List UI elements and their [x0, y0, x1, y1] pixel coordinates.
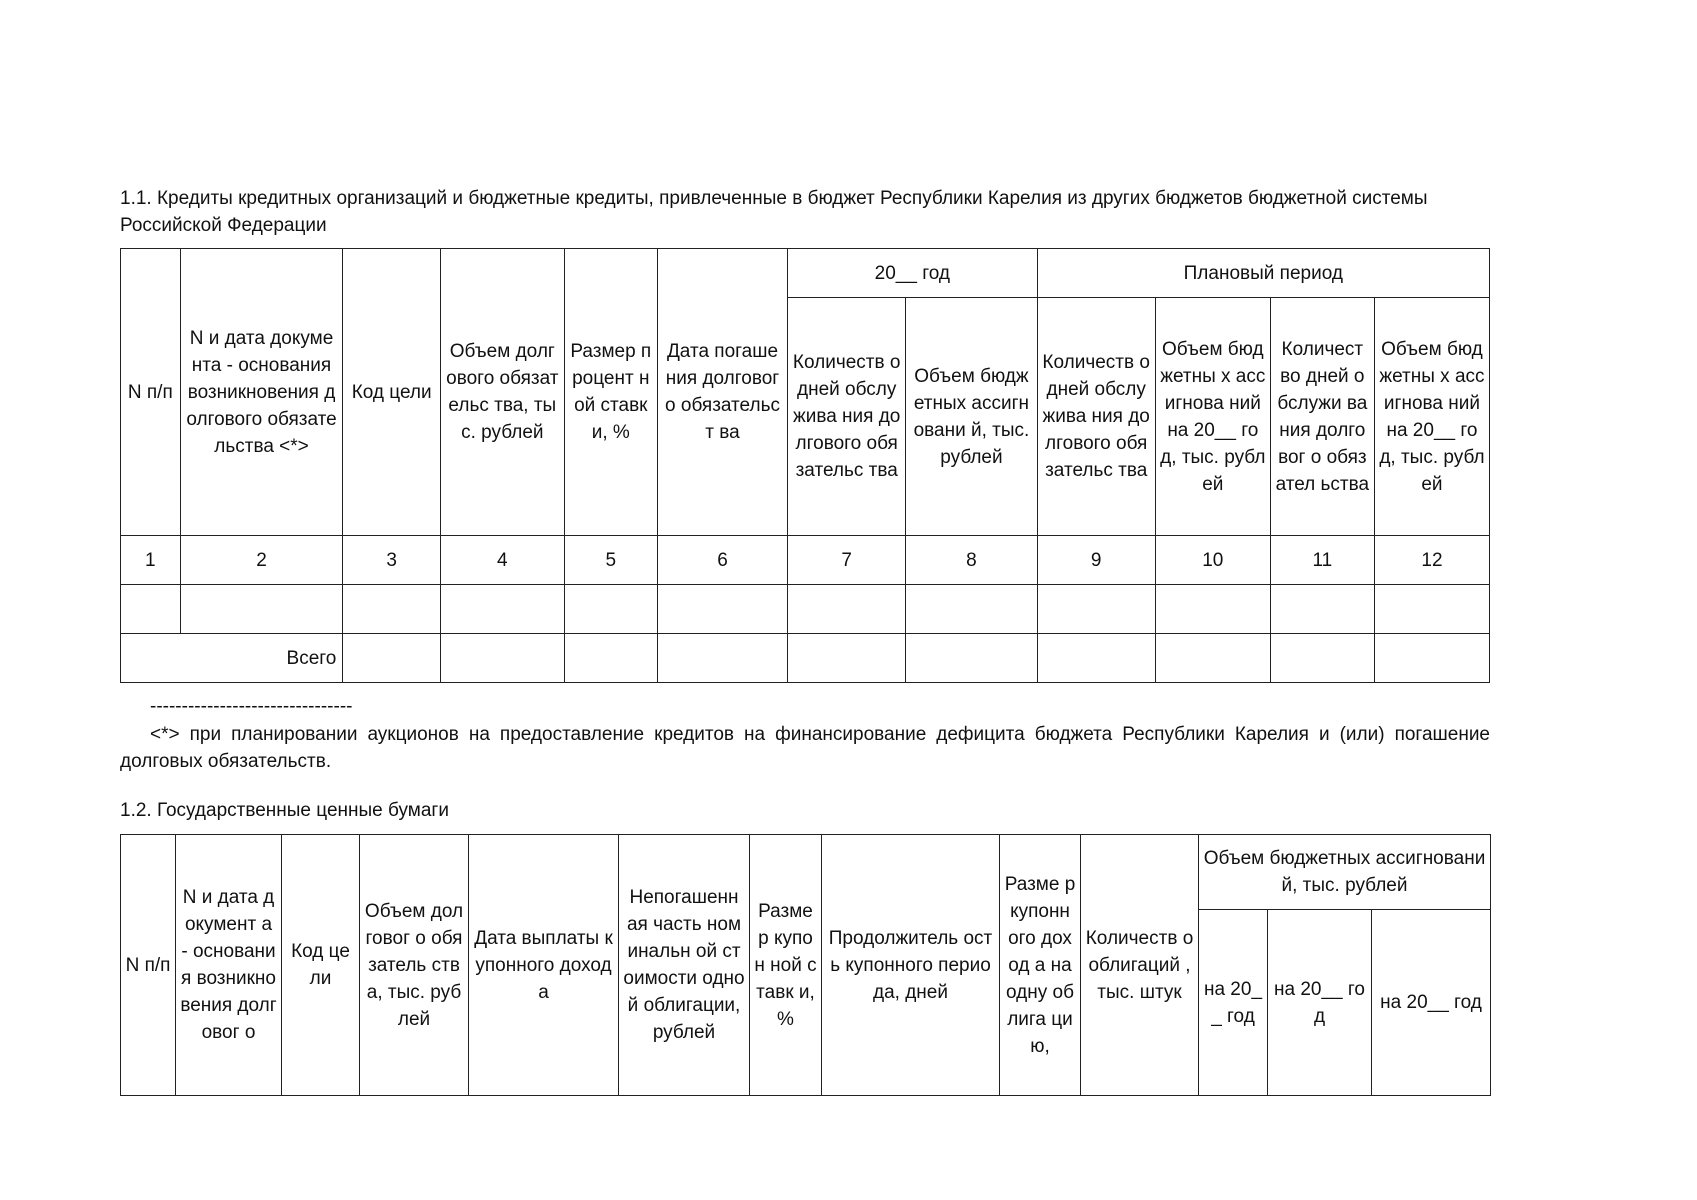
- table-cell: [1155, 585, 1270, 634]
- securities-table: [120, 834, 1491, 1096]
- table-header-row: [121, 835, 1491, 910]
- table-cell: [343, 585, 441, 634]
- header-code: Код цели: [282, 835, 360, 1096]
- header-doc: N и дата документа - основания возникновения долгового обязательства <*>: [180, 249, 343, 536]
- table-cell: [788, 634, 906, 683]
- column-number: 4: [440, 536, 564, 585]
- column-number: 2: [180, 536, 343, 585]
- total-label: Всего: [121, 634, 343, 683]
- column-number: 7: [788, 536, 906, 585]
- table-cell: [121, 585, 181, 634]
- table-cell: [906, 634, 1037, 683]
- column-number: 1: [121, 536, 181, 585]
- table-cell: [1037, 634, 1155, 683]
- table-cell: [440, 634, 564, 683]
- header-coupon-income: Разме р купонн ого доход а на одну облига цию,: [1000, 835, 1081, 1096]
- header-duration: Продолжитель ость купонного периода, дней: [822, 835, 1000, 1096]
- header-year-2: на 20__ год: [1268, 910, 1372, 1096]
- header-alloc-1: Объем бюджетных ассигновани й, тыс. рублей: [906, 298, 1037, 536]
- header-count: Количеств о облигаций , тыс. штук: [1081, 835, 1199, 1096]
- section-1-title: 1.1. Кредиты кредитных организаций и бюджетные кредиты, привлеченные в бюджет Республики Карелия из других бюджетов бюджетной системы Российской Федерации: [120, 188, 1428, 236]
- header-alloc-3: Объем бюджетны х ассигнова ний на 20__ год, тыс. рублей: [1374, 298, 1489, 536]
- column-number: 6: [657, 536, 787, 585]
- total-row: [121, 634, 1490, 683]
- header-doc: N и дата документ а - основани я возникно вения долговог о: [176, 835, 282, 1096]
- header-group-plan: Плановый период: [1037, 249, 1489, 298]
- table-cell: [1155, 634, 1270, 683]
- column-number-row: [121, 536, 1490, 585]
- table-row: [121, 585, 1490, 634]
- header-days-1: Количеств о дней обслужива ния долгового обязательс тва: [788, 298, 906, 536]
- header-volume: Объем долговог о обязатель ства, тыс. рублей: [360, 835, 469, 1096]
- header-n: N п/п: [121, 835, 176, 1096]
- credits-table: [120, 248, 1490, 683]
- column-number: 5: [564, 536, 657, 585]
- column-number: 12: [1374, 536, 1489, 585]
- header-group-year: 20__ год: [788, 249, 1038, 298]
- table-cell: [180, 585, 343, 634]
- table-cell: [1374, 634, 1489, 683]
- section-2-title: 1.2. Государственные ценные бумаги: [120, 800, 449, 821]
- header-n: N п/п: [121, 249, 181, 536]
- header-code: Код цели: [343, 249, 441, 536]
- table-cell: [657, 585, 787, 634]
- table-cell: [1037, 585, 1155, 634]
- header-rate: Размер процент ной ставки, %: [564, 249, 657, 536]
- header-days-2: Количеств о дней обслужива ния долгового обязательс тва: [1037, 298, 1155, 536]
- header-date: Дата погашения долгового обязательст ва: [657, 249, 787, 536]
- header-nominal: Непогашенн ая часть номинальн ой стоимости одной облигации, рублей: [619, 835, 750, 1096]
- table-cell: [657, 634, 787, 683]
- column-number: 8: [906, 536, 1037, 585]
- table-cell: [906, 585, 1037, 634]
- header-year-1: на 20__ год: [1199, 910, 1268, 1096]
- table-cell: [1270, 634, 1374, 683]
- table-cell: [564, 585, 657, 634]
- page-bottom-margin: [0, 1100, 1697, 1200]
- table-cell: [1270, 585, 1374, 634]
- column-number: 3: [343, 536, 441, 585]
- table-cell: [564, 634, 657, 683]
- table-cell: [343, 634, 441, 683]
- header-year-3: на 20__ год: [1372, 910, 1491, 1096]
- header-days-3: Количест во дней обслужи вания долговог о обязател ьства: [1270, 298, 1374, 536]
- header-alloc-2: Объем бюджетны х ассигнова ний на 20__ год, тыс. рублей: [1155, 298, 1270, 536]
- table-cell: [440, 585, 564, 634]
- table-header-row: [121, 249, 1490, 298]
- header-volume: Объем долгового обязательс тва, тыс. рублей: [440, 249, 564, 536]
- header-group-alloc: Объем бюджетных ассигнований, тыс. рублей: [1199, 835, 1491, 910]
- footnote-separator: --------------------------------: [150, 696, 353, 717]
- column-number: 9: [1037, 536, 1155, 585]
- column-number: 10: [1155, 536, 1270, 585]
- table-cell: [788, 585, 906, 634]
- document-page: [120, 185, 1490, 1096]
- footnote-text: <*> при планировании аукционов на предоставление кредитов на финансирование дефицита бюджета Республики Карелия и (или) погашение долговых обязательств.: [120, 724, 1490, 772]
- table-cell: [1374, 585, 1489, 634]
- header-coupon-rate: Разме р купон ной ставк и, %: [750, 835, 822, 1096]
- header-coupon-date: Дата выплаты купонного дохода: [469, 835, 619, 1096]
- column-number: 11: [1270, 536, 1374, 585]
